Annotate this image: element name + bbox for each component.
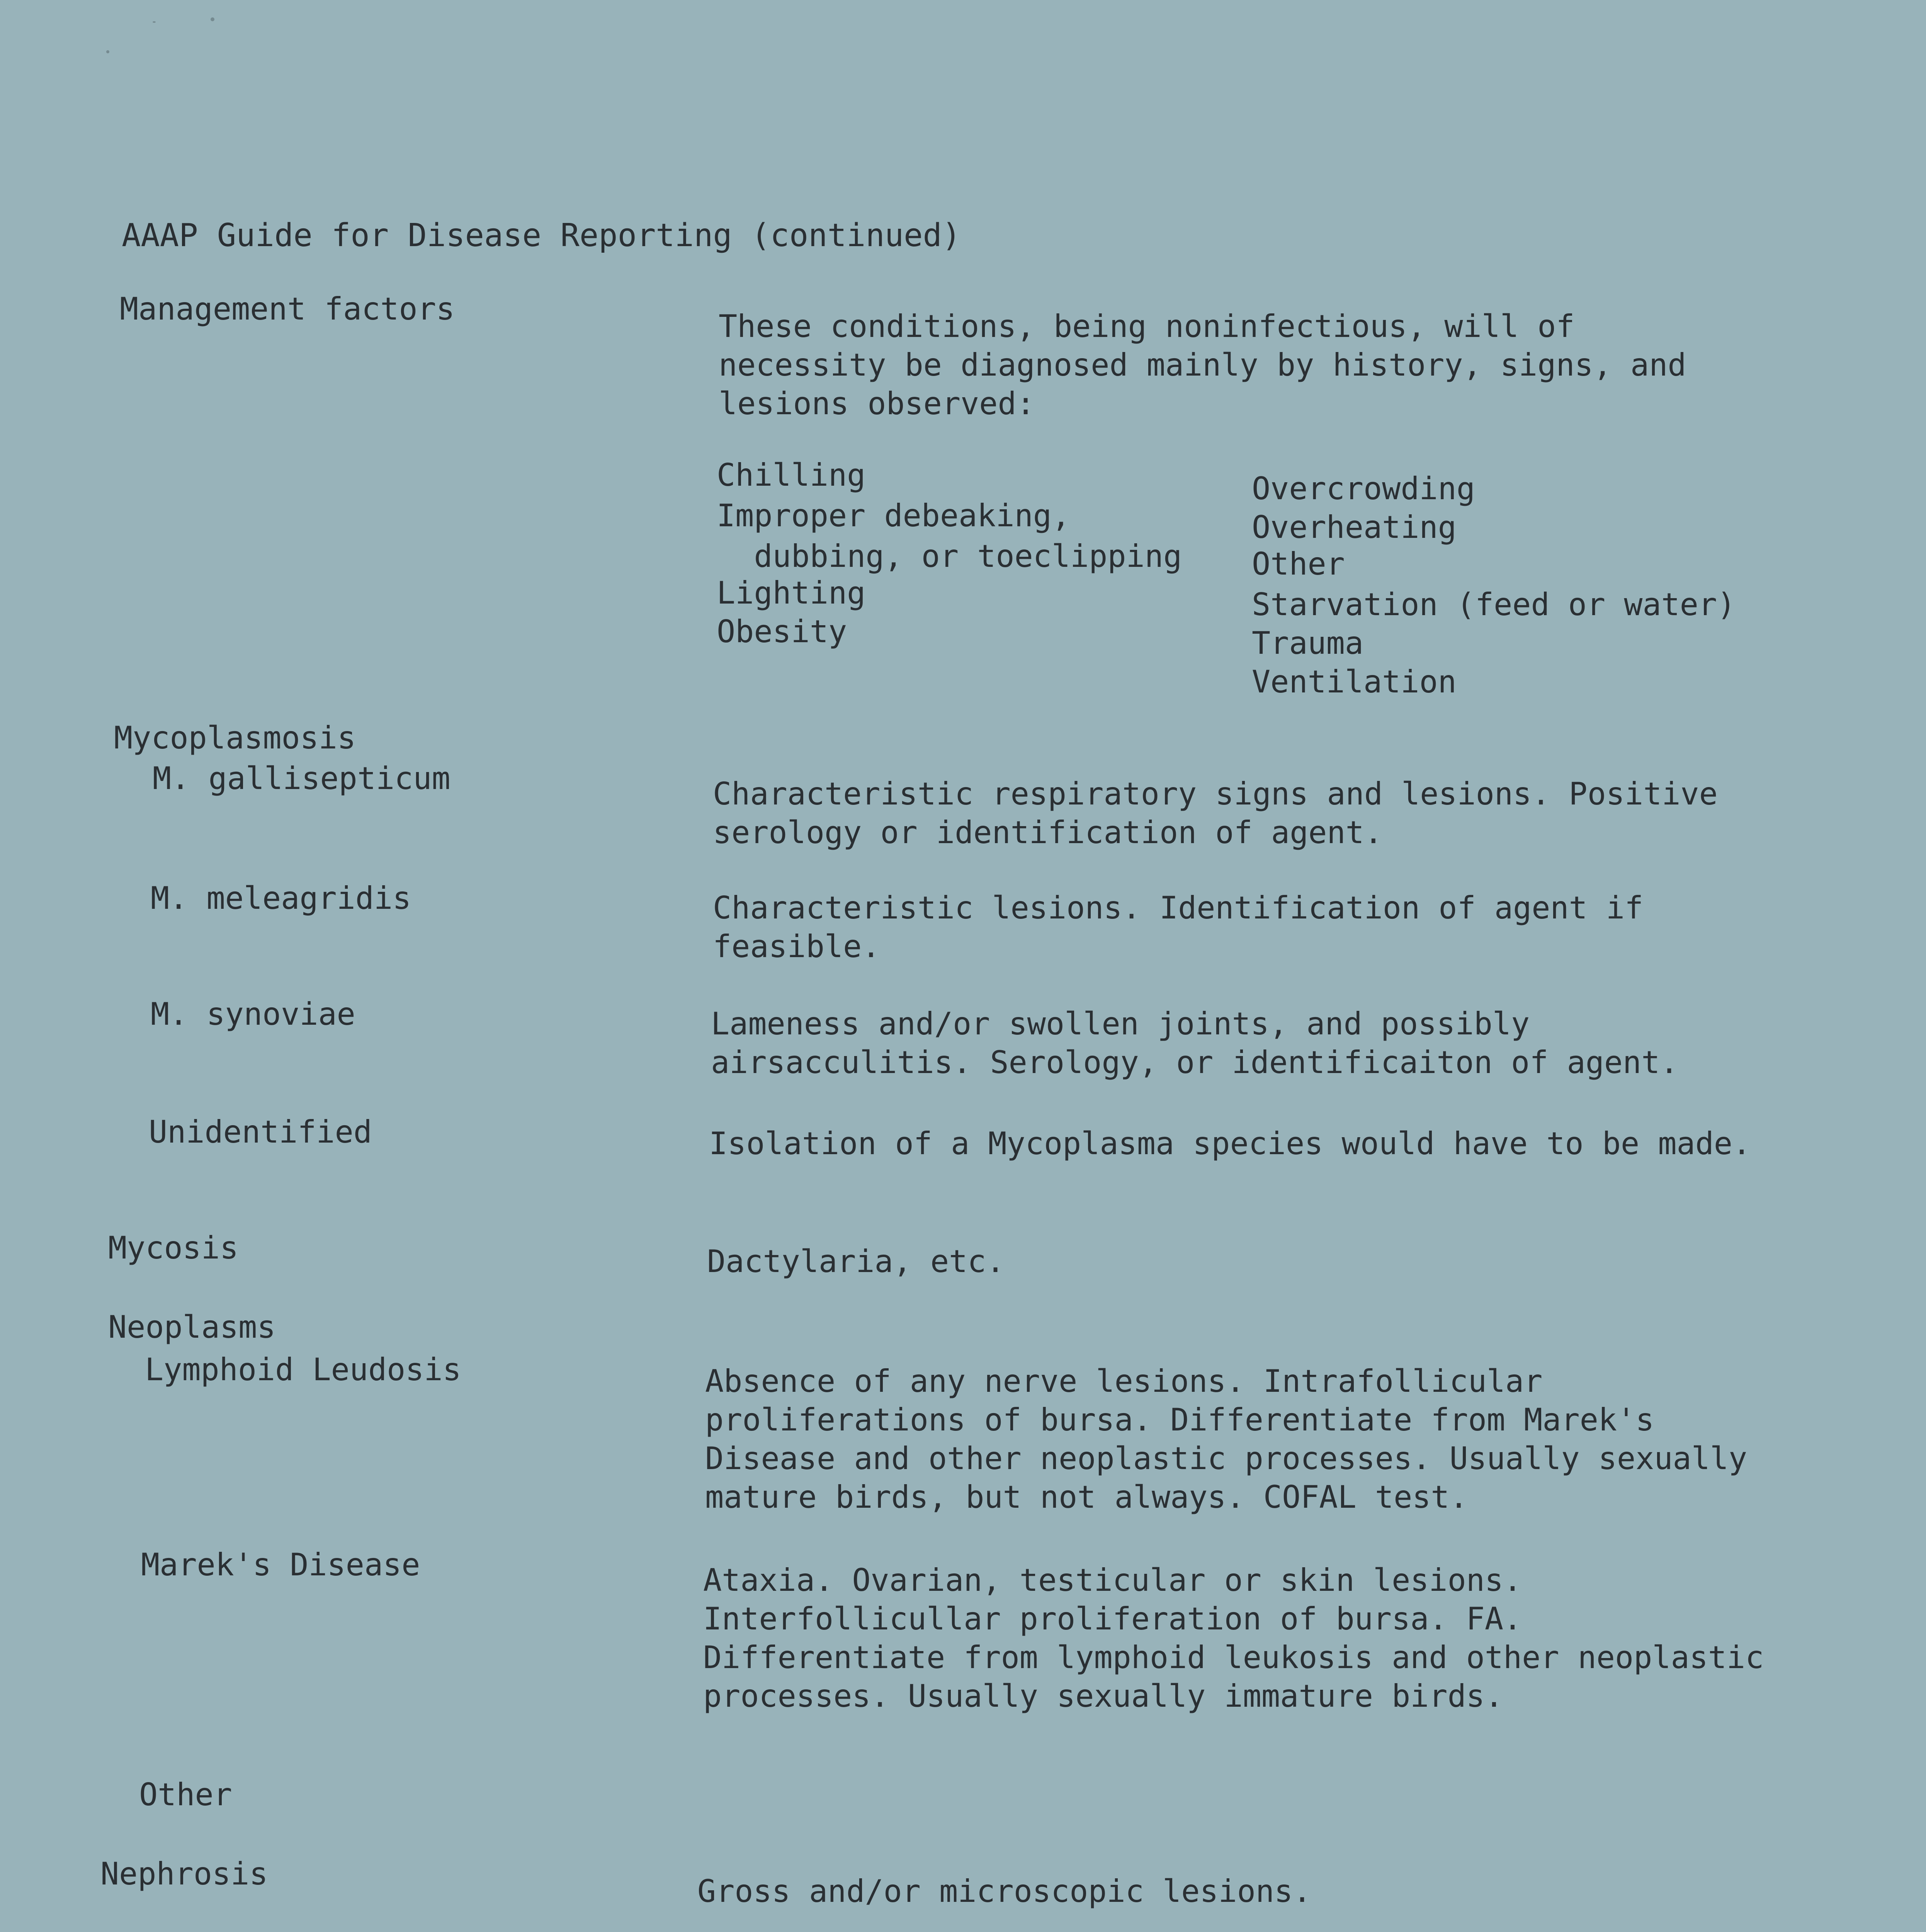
management-list-item: Overcrowding xyxy=(1252,471,1475,507)
management-list-item: Ventilation xyxy=(1252,664,1457,700)
entry-desc: Ataxia. Ovarian, testicular or skin lesions. Interfollicullar proliferation of bursa. FA. Differentiate from lymphoid leukosis and other neoplastic processes. Usually sexually immature birds. xyxy=(703,1562,1764,1714)
management-list-item: Chilling xyxy=(717,457,866,493)
entry-desc: Dactylaria, etc. xyxy=(707,1243,1005,1279)
entry-desc: Lameness and/or swollen joints, and possibly airsacculitis. Serology, or identificaiton of agent. xyxy=(711,1006,1679,1080)
entry-name: M. synoviae xyxy=(151,996,355,1032)
page-title: AAAP Guide for Disease Reporting (continued) xyxy=(122,217,961,254)
entry-desc: Characteristic respiratory signs and lesions. Positive serology or identification of agent. xyxy=(713,776,1718,850)
entry-name: Mycosis xyxy=(108,1230,239,1266)
entry-name: Unidentified xyxy=(149,1114,372,1150)
entry-name: M. meleagridis xyxy=(151,880,411,916)
speck xyxy=(106,50,109,53)
entry-desc: Absence of any nerve lesions. Intrafollicular proliferations of bursa. Differentiate from Marek's Disease and other neoplastic processes. Usually sexually mature birds, but not always. COFAL test. xyxy=(705,1363,1748,1515)
entry-desc: Isolation of a Mycoplasma species would have to be made. xyxy=(709,1126,1751,1162)
entry-name: M. gallisepticum xyxy=(153,760,450,796)
management-list-item: Trauma xyxy=(1252,625,1363,661)
speck xyxy=(211,17,214,21)
entry-name-management: Management factors xyxy=(120,291,455,327)
section-heading-mycoplasmosis: Mycoplasmosis xyxy=(114,720,356,756)
management-list-item: Lighting xyxy=(717,575,866,611)
entry-name: Nephrosis xyxy=(100,1856,268,1892)
entry-desc: Characteristic lesions. Identification of agent if feasible. xyxy=(713,890,1644,964)
management-list-item: Overheating xyxy=(1252,509,1457,545)
management-list-item: dubbing, or toeclipping xyxy=(717,538,1182,574)
entry-name: Marek's Disease xyxy=(141,1547,420,1583)
entry-name: Other xyxy=(139,1777,232,1813)
section-heading-neoplasms: Neoplasms xyxy=(108,1309,276,1345)
management-list-item: Improper debeaking, xyxy=(717,498,1071,534)
management-list-item: Starvation (feed or water) xyxy=(1252,587,1736,622)
entry-name: Lymphoid Leudosis xyxy=(145,1352,461,1388)
speck xyxy=(153,21,156,23)
management-list-item: Obesity xyxy=(717,614,847,650)
entry-desc-management: These conditions, being noninfectious, will of necessity be diagnosed mainly by history, signs, and lesions observed: xyxy=(719,308,1686,422)
entry-desc: Gross and/or microscopic lesions. xyxy=(697,1873,1312,1909)
management-list-item: Other xyxy=(1252,546,1345,582)
